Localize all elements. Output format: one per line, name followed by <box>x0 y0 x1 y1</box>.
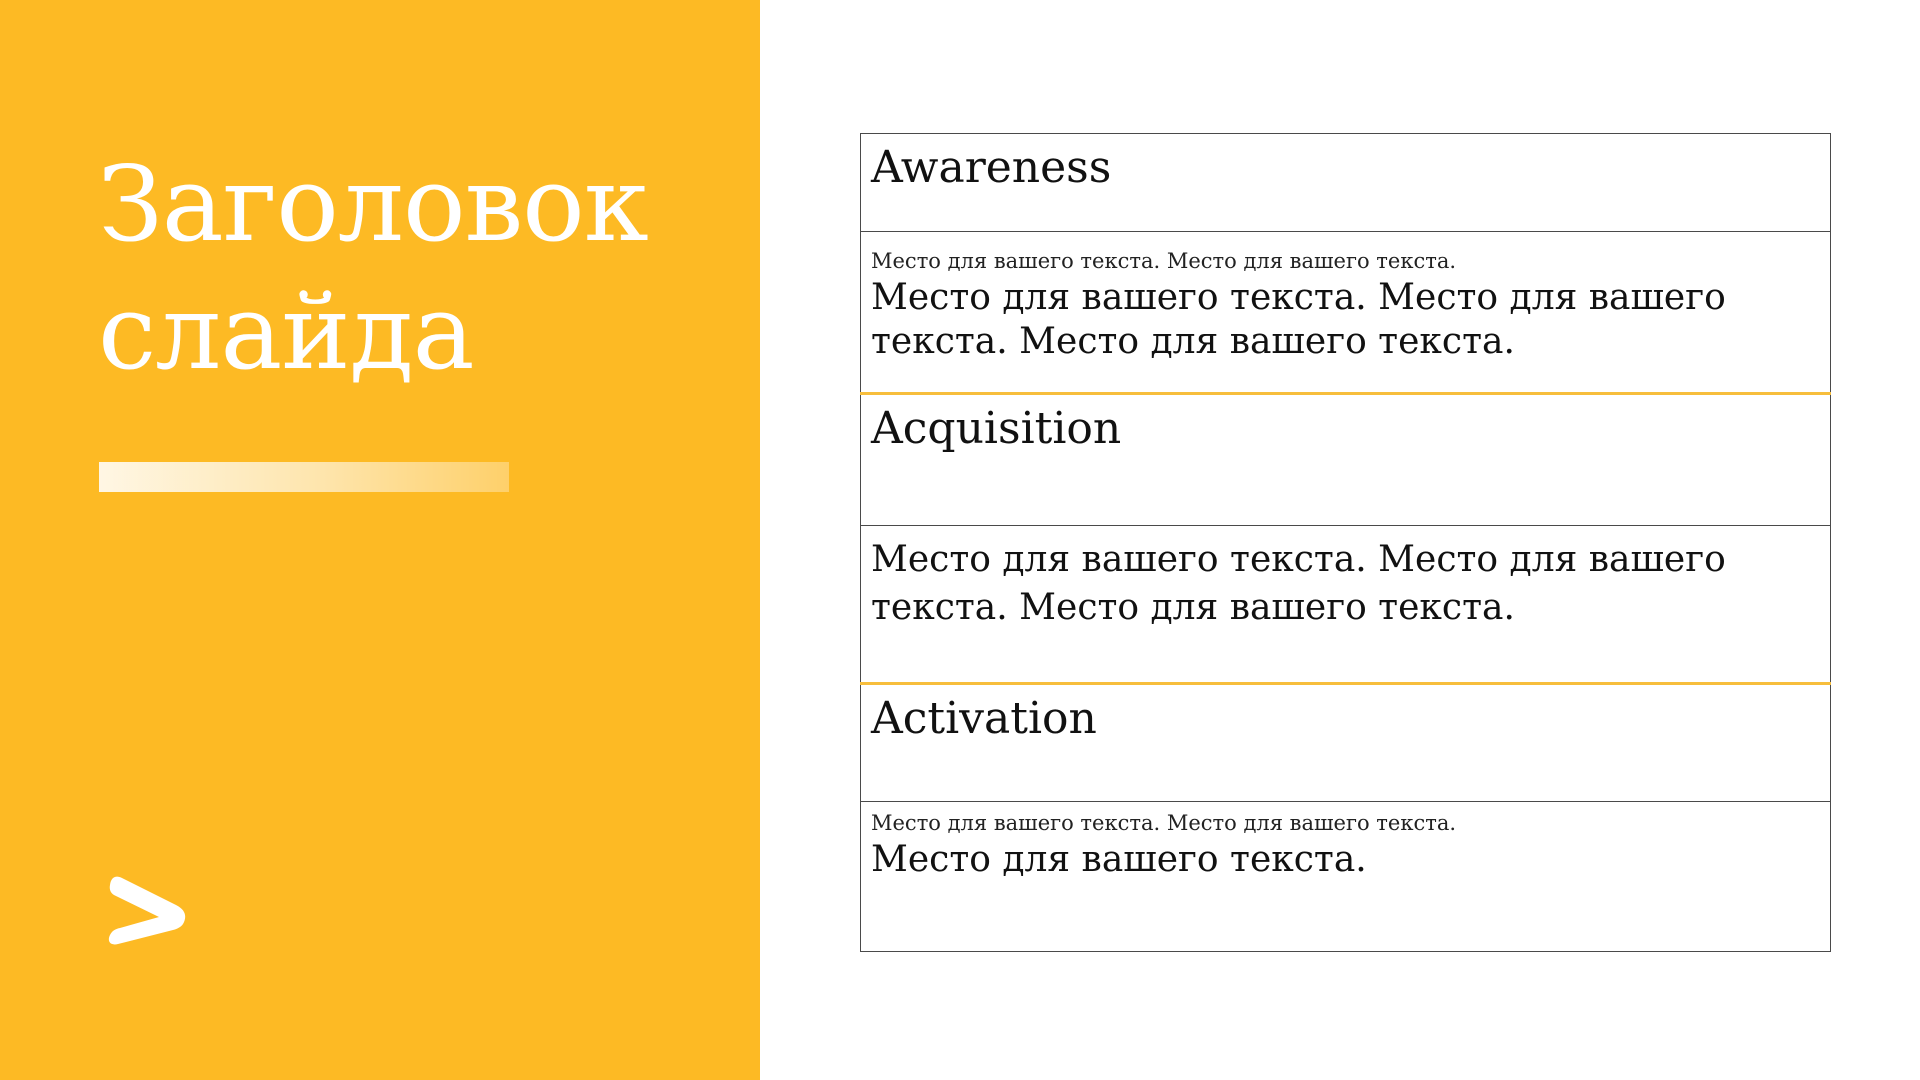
table-row-activation-heading <box>861 684 1831 802</box>
gradient-accent-bar <box>99 462 509 492</box>
slide-title-line-2: слайда <box>98 271 474 393</box>
awareness-heading: Awareness <box>861 134 1831 232</box>
activation-small-text: Место для вашего текста. Место для вашего текста. <box>871 811 1457 835</box>
awareness-body-text: Место для вашего текста. Место для вашего текста. Место для вашего текста. <box>871 277 1726 362</box>
table-row-awareness-content <box>861 232 1831 394</box>
awareness-small-text: Место для вашего текста. Место для вашего текста. <box>871 249 1457 273</box>
table-row-acquisition-content <box>861 526 1831 684</box>
yellow-title-panel <box>0 0 760 1080</box>
slide-title-line-1: Заголовок <box>98 143 648 265</box>
activation-heading: Activation <box>861 684 1831 802</box>
content-table <box>860 133 1831 952</box>
table-row-awareness-heading <box>861 134 1831 232</box>
table-row-activation-content <box>861 802 1831 952</box>
activation-body-text: Место для вашего текста. <box>871 839 1367 880</box>
table-row-acquisition-heading <box>861 394 1831 526</box>
awareness-content-cell <box>861 232 1831 394</box>
brand-chevron-logo-icon <box>106 874 188 956</box>
slide-title <box>98 140 718 396</box>
activation-content-cell <box>861 802 1831 952</box>
acquisition-content-cell <box>861 526 1831 684</box>
acquisition-body-text: Место для вашего текста. Место для вашего текста. Место для вашего текста. <box>871 539 1726 628</box>
acquisition-heading: Acquisition <box>861 394 1831 526</box>
